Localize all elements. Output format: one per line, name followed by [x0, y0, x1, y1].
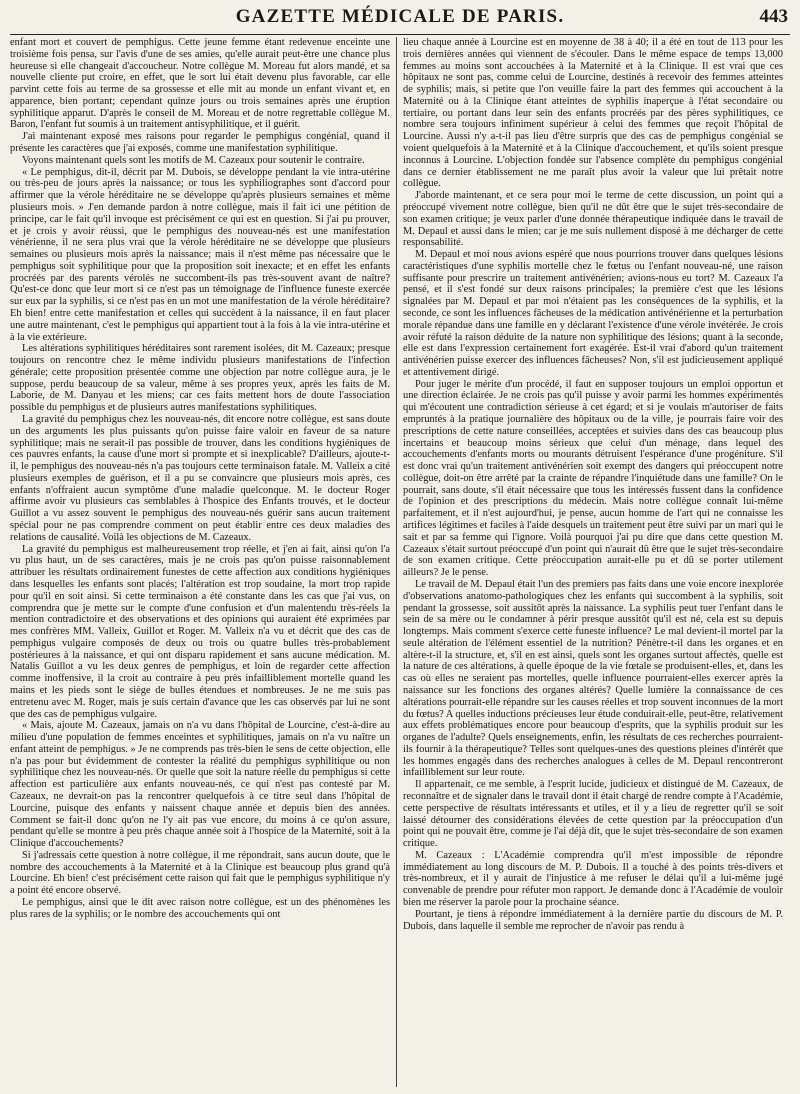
- page-header: [10, 4, 790, 35]
- paragraph: La gravité du pemphigus est malheureusement trop réelle, et j'en ai fait, ainsi qu'on l'a vu plus haut, un de ses caractères, mais je ne crois pas qu'on puisse raisonnablement attribuer les résultats ordinairement funestes de cette affection aux conditions hygiéniques dans lesquelles les enfants sont placés; l'altération est trop soudaine, la mort trop rapide pour qu'il en soit ainsi. Si cette terminaison a été constante dans les cas que j'ai vus, on comprendra que je mette sur le compte d'une confusion et d'un malentendu très-réels la mention contradictoire et des observations et des opinions qui auraient été exprimées par mes confrères MM. Valleix, Guillot et Roger. M. Valleix n'a vu et décrit que des cas de pemphigus vulgaire composés de deux ou trois ou quatre bulles très-probablement postérieures à la naissance, et qui ont disparu rapidement et sans aucune médication. M. Natalis Guillot a vu les deux genres de pemphigus, et loin de regarder cette affection comme inoffensive, il la croit au contraire à peu près infailliblement mortelle quand les mains et les pieds sont le siège de bulles étendues et nombreuses. Je ne me suis pas entretenu avec M. Roger, mais je suis certain d'avance que les cas observés par lui ne sont que des cas de pemphigus vulgaire.: [10, 543, 390, 720]
- paragraph: Voyons maintenant quels sont les motifs de M. Cazeaux pour soutenir le contraire.: [22, 154, 365, 166]
- paragraph: lieu chaque année à Lourcine est en moyenne de 38 à 40; il a été en tout de 113 pour les trois dernières années qui viennent de s'écouler. Dans le même espace de temps 13,000 femmes au moins sont accouchées à la Maternité et à la Clinique. Il est vrai que ces hôpitaux ne sont pas, comme celui de Lourcine, destinés à recevoir des femmes atteintes de syphilis; mais, si petite que l'on veuille faire la part des femmes qui accouchent à la Maternité ou à la Clinique étant atteintes de syphilis inaperçue à l'état secondaire ou tertiaire, ou portant dans leur sein des enfants procréés par des pères syphilitiques, ce nombre sera toujours infiniment supérieur à celui des femmes que reçoit l'hôpital de Lourcine. Aussi n'y a-t-il pas lieu d'être surpris que des cas de pemphigus congénial se voient quelquefois à la Maternité et à la Clinique d'accouchement, et qu'ils soient presque inconnus à Lourcine. L'objection fondée sur l'absence complète du pemphigus congénial dans ce dernier établissement ne me paraît plus avoir la valeur que lui prêtait notre collègue.: [403, 37, 783, 190]
- journal-title: GAZETTE MÉDICALE DE PARIS.: [235, 6, 565, 27]
- paragraph: « Le pemphigus, dit-il, décrit par M. Dubois, se développe pendant la vie intra-utérine ou très-peu de jours après la naissance; or tous les syphiliographes sont d'accord pour affirmer que la vérole héréditaire ne se développe qu'après plusieurs semaines et même plusieurs mois. » J'en demande pardon à notre collègue, mais il fait ici une pétition de principe, car le fait qu'il invoque est précisément ce qui est en question. Si j'ai pu prouver, et je crois y avoir réussi, que le pemphigus des nouveau-nés est une manifestation vénérienne, il ne sera plus vrai que la vérole héréditaire ne se développe que plusieurs semaines ou plusieurs mois après la naissance; mais il n'est même pas nécessaire que le pemphigus soit syphilitique pour que la proposition soit inexacte; et en effet les enfants procréés par des parents vérolés ne succombent-ils pas très-souvent avant de naître? Qu'est-ce donc que leur mort si ce n'est pas un témoignage de l'influence funeste exercée sur eux par la syphilis, si ce n'est pas en un mot une manifestation de la vérole héréditaire? Eh bien! entre cette manifestation et celles qui succèdent à la naissance, il en faut placer une autre maintenant, c'est le pemphigus qui appartient tout à la fois à la vie intra-utérine et à la vie extérieure.: [10, 166, 390, 343]
- page-number: 443: [759, 6, 788, 27]
- paragraph: enfant mort et couvert de pemphigus. Cette jeune femme étant redevenue enceinte une troisième fois pensa, sur l'avis d'une de ses amies, qu'elle aurait peut-être une chance plus heureuse si elle changeait d'accoucheur. Notre collègue M. Moreau fut alors mandé, et sa nouvelle cliente put croire, en effet, que le sort lui était devenu plus favorable, car elle parvint cette fois au terme de sa grossesse et elle mit au monde un enfant vivant et, en apparence, bien portant; cependant quinze jours ou trois semaines après une éruption syphilitique apparut. D'après le conseil de M. Moreau et de notre regrettable collègue M. Baron, l'enfant fut soumis à un traitement antisyphilitique, et il guérit.: [10, 37, 390, 131]
- paragraph: Si j'adressais cette question à notre collègue, il me répondrait, sans aucun doute, que le nombre des accouchements à la Maternité et à la Clinique est beaucoup plus grand qu'à Lourcine. Eh bien! c'est précisément cette raison qui fait que le pemphigus syphilitique n'y a point été encore observé.: [10, 849, 390, 897]
- text-columns: [10, 37, 790, 1087]
- paragraph: Les altérations syphilitiques héréditaires sont rarement isolées, dit M. Cazeaux; presque toujours on rencontre chez le même individu plusieurs manifestations de l'infection générale; cette proposition présentée comme une objection par notre collègue aura, je le suppose, perdu beaucoup de sa valeur, même à ses propres yeux, après les faits de M. Laborie, de M. Danyau et les miens; car ces faits mettent hors de doute l'association possible du pemphigus et de plusieurs autres manifestations syphilitiques.: [10, 343, 390, 414]
- paragraph: La gravité du pemphigus chez les nouveau-nés, dit encore notre collègue, est sans doute un des arguments les plus puissants qu'on puisse faire valoir en faveur de sa nature syphilitique; mais ne serait-il pas possible de trouver, dans les conditions hygiéniques de ces pauvres enfants, la cause d'une mort si prompte et si inexplicable? D'ailleurs, ajoute-t-il, le pemphigus des nouveau-nés n'a pas toujours cette terminaison fatale. M. Valleix a cité plusieurs exemples de guérison, et il a pu se convaincre que plusieurs mois après, ces enfants n'offraient aucun symptôme d'une maladie quelconque. M. le docteur Roger affirme avoir vu plusieurs cas semblables à l'hospice des Enfants trouvés, et le docteur Guillot a vu assez souvent le pemphigus des nouveau-nés guérir sans aucun traitement spécial pour ne pas comprendre comment on peut établir entre ces deux maladies des relations de causalité. Voilà les objections de M. Cazeaux.: [10, 414, 390, 543]
- right-column: [397, 37, 783, 1087]
- paragraph: Pour juger le mérite d'un procédé, il faut en supposer toujours un emploi opportun et une direction éclairée. Je ne crois pas qu'il puisse y avoir parmi les hommes expérimentés qui m'écoutent une contradiction sérieuse à cet égard; et si je voulais m'autoriser de faits empruntés à la pratique journalière des hôpitaux ou de la ville, je pourrais faire voir des prescriptions de cette nature conseillées, acceptées et suivies dans des cas beaucoup plus incertains et beaucoup moins sérieux que celui d'un ménage, dans lequel des accouchements d'enfants morts ou mourants détruisent l'espérance d'une progéniture. S'il est donc vrai qu'un traitement antivénérien soit exempt des dangers qui préoccupent notre collègue, doit-on être arrêté par la crainte de répandre l'inquiétude dans une famille? On le pourrait, sans doute, s'il était nécessaire que tous les intéressés fussent dans la confidence de l'opinion et des prescriptions du médecin. Mais notre collègue connaît lui-même parfaitement, et il n'est aujourd'hui, je pense, aucun homme de l'art qui ne connaisse les artifices légitimes et faciles à l'aide desquels un traitement peut être suivi par un mari qui le sait et par sa femme qui l'ignore. Voilà pourquoi j'ai pu dire que dans cette question M. Cazeaux s'était surtout préoccupé d'un point qui n'aurait dû être que le sujet très-secondaire de son examen critique. Cette préoccupation aurait-elle pu et dû se porter utilement ailleurs? Je le pense.: [403, 378, 783, 579]
- paragraph: M. Cazeaux : L'Académie comprendra qu'il m'est impossible de répondre immédiatement au long discours de M. P. Dubois. Il a touché à des points très-divers et très-nombreux, et il y aurait de l'injustice à me refuser le délai qu'il a lui-même jugé convenable de prendre pour réfuter mon rapport. Je demande donc à l'Académie de vouloir bien me réserver la parole pour la prochaine séance.: [403, 849, 783, 909]
- paragraph: Pourtant, je tiens à répondre immédiatement à la dernière partie du discours de M. P. Dubois, dans laquelle il semble me reprocher de n'avoir pas rendu à: [403, 908, 783, 932]
- paragraph: Il appartenait, ce me semble, à l'esprit lucide, judicieux et distingué de M. Cazeaux, de reconnaître et de signaler dans le travail dont il était chargé de rendre compte à l'Académie, cette perspective de résultats intéressants et utiles, et il y a lieu de regretter qu'il se soit laissé détourner des considérations élevées de cette question par la préoccupation d'un point qui ne pouvait être, comme je l'ai déjà dit, que le sujet très-secondaire de son examen critique.: [403, 779, 783, 850]
- paragraph: « Mais, ajoute M. Cazeaux, jamais on n'a vu dans l'hôpital de Lourcine, c'est-à-dire au milieu d'une population de femmes enceintes et syphilitiques, jamais on n'a vu naître un enfant atteint de pemphigus. » Je ne comprends pas très-bien le sens de cette objection, elle n'a pas pour but évidemment de contester la réalité du pemphigus syphilitique ou non syphilitique chez les nouveau-nés. Or quelle que soit la nature réelle du pemphigus si cette affection est particulière aux enfants nouveau-nés, ce qui n'est pas contesté par M. Cazeaux, ne devrait-on pas la rencontrer quelquefois à ce titre seul dans l'hôpital de Lourcine, puisque des enfants y naissent chaque année et depuis bien des années. Comment se fait-il donc qu'on ne l'y ait pas vue encore, du moins à ce qu'on assure, pendant qu'elle se montre à peu près chaque année soit à l'hospice de la Maternité, soit à la Clinique d'accouchements?: [10, 720, 390, 850]
- paragraph: M. Depaul et moi nous avions espéré que nous pourrions trouver dans quelques lésions caractéristiques d'une syphilis mortelle chez le fœtus ou l'enfant nouveau-né, une raison suffisante pour prescrire un traitement antivénérien; avions-nous eu tort? M. Cazeaux l'a pensé, et il s'est fondé sur deux raisons principales; la première c'est que les lésions signalées par M. Depaul et par moi n'étaient pas les conséquences de la syphilis, et la seconde, ce sont les influences fâcheuses de la médication antivénérienne et la perturbation morale répandue dans une famille en y déclarant l'existence d'une vérole invétérée. Je crois avoir réfuté la raison déduite de la nature non syphilitique des lésions; quant à la seconde, elle est dans l'expression certainement fort exagérée. Est-il vrai d'abord qu'un traitement antivénérien puisse exercer des influences fâcheuses? Non, s'il est judicieusement appliqué et attentivement dirigé.: [403, 249, 783, 378]
- left-column: [10, 37, 396, 1087]
- paragraph: Le travail de M. Depaul était l'un des premiers pas faits dans une voie encore inexplorée d'observations anatomo-pathologiques chez les enfants qui succombent à la syphilis, soit pendant la grossesse, soit aussitôt après la naissance. La syphilis peut tuer l'enfant dans le sein de sa mère ou le condamner à périr presque aussitôt qu'il est né, cela est su depuis longtemps. Mais comment s'exerce cette funeste influence? Le mal devient-il mortel par la seule altération de l'élément essentiel de la nutrition? Pénètre-t-il dans les organes et en altère-t-il la structure, et, s'il en est ainsi, quels sont les organes surtout affectés, quelle est la nature de ces altérations, à quelle époque de la vie fœtale se produisent-elles, et, dans les cas où elles ne seraient pas mortelles, quelle influence pourraient-elles exercer après la naissance sur les fonctions des organes altérés? Quelle lumière la connaissance de ces altérations pourrait-elle répandre sur les causes réelles et trop souvent inconnues de la mort du fœtus? A quelles inductions précieuses leur étude conduirait-elle, peut-être, relativement aux effets problématiques encore pour beaucoup d'esprits, que la syphilis produit sur les organes de l'adulte? Quels enseignements, enfin, les résultats de ces recherches pourraient-ils fournir à la thérapeutique? Telles sont quelques-unes des questions pleines d'intérêt que les hommes engagés dans des recherches analogues à celles de M. Depaul rencontreront infailliblement sur leur route.: [403, 578, 783, 779]
- paragraph: J'ai maintenant exposé mes raisons pour regarder le pemphigus congénial, quand il présente les caractères que j'ai exposés, comme une manifestation syphilitique.: [10, 131, 390, 155]
- paragraph: Le pemphigus, ainsi que le dit avec raison notre collègue, est un des phénomènes les plus rares de la syphilis; or le nombre des accouchements qui ont: [10, 897, 390, 920]
- paragraph: J'aborde maintenant, et ce sera pour moi le terme de cette discussion, un point qui a préoccupé vivement notre collègue, bien qu'il ne dût être que le sujet très-secondaire de son examen critique; je veux parler d'une donnée thérapeutique indiquée dans le travail de M. Depaul et aussi dans le mien; car je me suis nullement disposé à me décharger de cette responsabilité.: [403, 190, 783, 249]
